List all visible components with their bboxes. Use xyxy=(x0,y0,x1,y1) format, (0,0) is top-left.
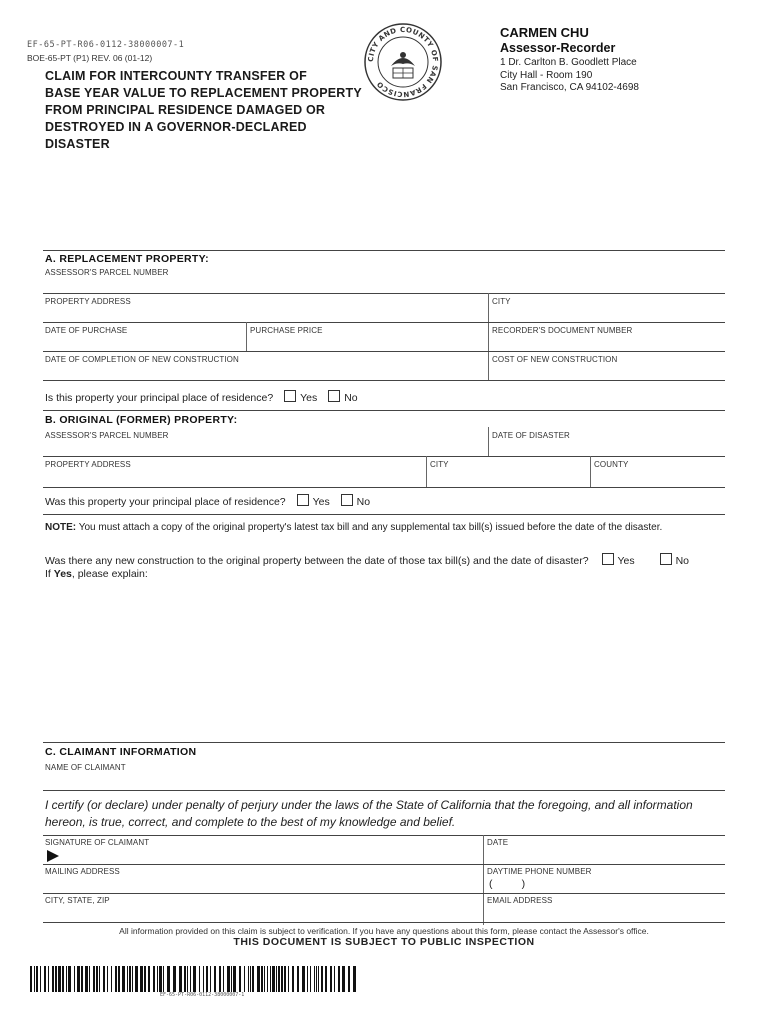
barcode-bar xyxy=(353,966,356,992)
field-rule xyxy=(43,322,725,323)
barcode-bar xyxy=(272,966,275,992)
phone-area-code[interactable]: ( ) xyxy=(489,878,526,890)
field-rule xyxy=(43,487,725,488)
barcode-bar xyxy=(135,966,138,992)
barcode-bar xyxy=(34,966,35,992)
barcode-bar xyxy=(276,966,277,992)
new-construction-question xyxy=(45,553,735,567)
title-line: BASE YEAR VALUE TO REPLACEMENT PROPERTY xyxy=(45,86,362,100)
original-residence-question xyxy=(45,494,370,508)
claimant-name-label: NAME OF CLAIMANT xyxy=(45,763,126,772)
barcode-bar xyxy=(302,966,305,992)
field-rule xyxy=(43,922,725,923)
barcode-bar xyxy=(96,966,98,992)
construction-no-checkbox[interactable] xyxy=(660,553,672,565)
verification-disclaimer: All information provided on this claim is subject to verification. If you have any questions about this form, please contact the Assessor's office. xyxy=(119,926,649,936)
explanation-area[interactable] xyxy=(45,584,725,734)
no-label: No xyxy=(344,392,358,404)
barcode-bar xyxy=(292,966,294,992)
explain-prompt: If Yes, please explain: xyxy=(45,568,148,580)
barcode-bar xyxy=(127,966,128,992)
purchase-price-label: PURCHASE PRICE xyxy=(250,326,323,335)
replacement-address-label: PROPERTY ADDRESS xyxy=(45,297,131,306)
barcode-bar xyxy=(36,966,38,992)
barcode-bar xyxy=(81,966,83,992)
column-divider xyxy=(483,835,484,925)
replacement-city-label: CITY xyxy=(492,297,511,306)
section-c-heading: C. CLAIMANT INFORMATION xyxy=(45,746,197,758)
original-county-label: COUNTY xyxy=(594,460,629,469)
field-rule xyxy=(43,351,725,352)
barcode-bar xyxy=(307,966,308,992)
form-title xyxy=(45,68,362,153)
email-address-label: EMAIL ADDRESS xyxy=(487,896,553,905)
date-of-disaster-label: DATE OF DISASTER xyxy=(492,431,570,440)
barcode-bar xyxy=(288,966,289,992)
barcode-bar xyxy=(115,966,117,992)
barcode-bar xyxy=(66,966,67,992)
title-line: DESTROYED IN A GOVERNOR-DECLARED xyxy=(45,120,307,134)
replacement-yes-checkbox[interactable] xyxy=(284,390,296,402)
barcode-bar xyxy=(338,966,340,992)
original-yes-checkbox[interactable] xyxy=(297,494,309,506)
section-b-heading: B. ORIGINAL (FORMER) PROPERTY: xyxy=(45,414,238,426)
barcode-bar xyxy=(163,966,164,992)
address-line: City Hall - Room 190 xyxy=(500,69,593,81)
barcode-bar xyxy=(252,966,254,992)
column-divider xyxy=(488,427,489,456)
field-rule xyxy=(43,456,725,457)
column-divider xyxy=(488,293,489,380)
barcode-bar xyxy=(297,966,299,992)
barcode-bar xyxy=(40,966,41,992)
barcode-bar xyxy=(129,966,131,992)
column-divider xyxy=(590,456,591,487)
section-b-top-rule xyxy=(43,410,725,411)
no-label: No xyxy=(675,555,690,567)
barcode-bar xyxy=(270,966,271,992)
official-name: CARMEN CHU xyxy=(500,25,589,40)
barcode-bar xyxy=(89,966,90,992)
barcode-bar xyxy=(52,966,54,992)
barcode-bar xyxy=(103,966,105,992)
yes-label: Yes xyxy=(617,555,635,567)
barcode-icon xyxy=(30,966,356,992)
barcode-bar xyxy=(122,966,125,992)
section-a-heading: A. REPLACEMENT PROPERTY: xyxy=(45,253,209,265)
barcode-bar xyxy=(187,966,188,992)
title-line: DISASTER xyxy=(45,137,110,151)
official-title: Assessor-Recorder xyxy=(500,41,616,55)
barcode-bar xyxy=(248,966,249,992)
replacement-no-checkbox[interactable] xyxy=(328,390,340,402)
city-state-zip-label: CITY, STATE, ZIP xyxy=(45,896,110,905)
barcode-bar xyxy=(318,966,319,992)
column-divider xyxy=(246,322,247,351)
replacement-apn-label: ASSESSOR'S PARCEL NUMBER xyxy=(45,268,169,277)
barcode-bar xyxy=(132,966,133,992)
barcode-bar xyxy=(44,966,46,992)
original-apn-label: ASSESSOR'S PARCEL NUMBER xyxy=(45,431,169,440)
city-seal-icon xyxy=(363,22,443,102)
question-text: Was this property your principal place of residence? xyxy=(45,496,286,508)
barcode-bar xyxy=(58,966,61,992)
barcode-bar xyxy=(206,966,208,992)
barcode-bar xyxy=(316,966,317,992)
barcode-bar xyxy=(278,966,280,992)
field-rule xyxy=(43,380,725,381)
barcode-bar xyxy=(330,966,332,992)
barcode-bar xyxy=(257,966,260,992)
barcode-bar xyxy=(233,966,236,992)
barcode-bar xyxy=(77,966,80,992)
completion-date-label: DATE OF COMPLETION OF NEW CONSTRUCTION xyxy=(45,355,239,364)
address-line: San Francisco, CA 94102-4698 xyxy=(500,82,639,93)
form-code: BOE-65-PT (P1) REV. 06 (01-12) xyxy=(27,53,153,63)
barcode-bar xyxy=(264,966,265,992)
title-line: FROM PRINCIPAL RESIDENCE DAMAGED OR xyxy=(45,103,326,117)
barcode-bar xyxy=(93,966,95,992)
barcode-bar xyxy=(144,966,146,992)
field-rule xyxy=(43,293,725,294)
barcode-bar xyxy=(55,966,57,992)
address-line: 1 Dr. Carlton B. Goodlett Place xyxy=(500,57,637,68)
question-text: Was there any new construction to the original property between the date of those tax bill(s) and the date of disaster? xyxy=(45,555,589,567)
barcode-bar xyxy=(325,966,327,992)
barcode-bar xyxy=(342,966,345,992)
field-rule xyxy=(43,514,725,515)
barcode-bar xyxy=(214,966,216,992)
field-rule xyxy=(43,864,725,865)
construction-yes-checkbox[interactable] xyxy=(602,553,614,565)
yes-label: Yes xyxy=(300,392,318,404)
barcode-bar xyxy=(48,966,49,992)
note-text: You must attach a copy of the original property's latest tax bill and any supplemental tax bill(s) issued before the date of the disaster. xyxy=(76,522,663,533)
barcode-bar xyxy=(173,966,176,992)
daytime-phone-label: DAYTIME PHONE NUMBER xyxy=(487,867,592,876)
office-address xyxy=(500,57,639,95)
column-divider xyxy=(426,456,427,487)
barcode-bar xyxy=(153,966,155,992)
barcode-bar xyxy=(223,966,224,992)
barcode-bar xyxy=(159,966,162,992)
barcode-bar xyxy=(190,966,191,992)
field-rule xyxy=(43,893,725,894)
replacement-residence-question xyxy=(45,390,358,404)
barcode-bar xyxy=(244,966,245,992)
barcode-bar xyxy=(239,966,241,992)
recorder-document-label: RECORDER'S DOCUMENT NUMBER xyxy=(492,326,633,335)
section-a-top-rule xyxy=(43,250,725,251)
barcode-bar xyxy=(219,966,221,992)
barcode-bar xyxy=(184,966,186,992)
question-text: Is this property your principal place of residence? xyxy=(45,392,274,404)
original-city-label: CITY xyxy=(430,460,449,469)
barcode-bar xyxy=(107,966,108,992)
barcode-bar xyxy=(68,966,71,992)
barcode-bar xyxy=(261,966,263,992)
barcode-bar xyxy=(140,966,143,992)
barcode-bar xyxy=(314,966,315,992)
field-rule xyxy=(43,835,725,836)
barcode-bar xyxy=(199,966,200,992)
yes-label: Yes xyxy=(312,496,330,508)
barcode-bar xyxy=(157,966,158,992)
document-code: EF-65-PT-R06-0112-38000007-1 xyxy=(27,40,185,50)
barcode-bar xyxy=(310,966,311,992)
barcode-bar xyxy=(111,966,112,992)
barcode-bar xyxy=(227,966,230,992)
barcode-bar xyxy=(231,966,232,992)
mailing-address-label: MAILING ADDRESS xyxy=(45,867,120,876)
construction-cost-label: COST OF NEW CONSTRUCTION xyxy=(492,355,618,364)
barcode-caption: EF-65-PT-R06-0112-38000007-1 xyxy=(160,992,245,998)
barcode-bar xyxy=(321,966,323,992)
barcode-bar xyxy=(334,966,335,992)
barcode-bar xyxy=(267,966,268,992)
signature-label: SIGNATURE OF CLAIMANT xyxy=(45,838,150,847)
barcode-bar xyxy=(281,966,283,992)
barcode-bar xyxy=(193,966,196,992)
barcode-bar xyxy=(148,966,150,992)
date-of-purchase-label: DATE OF PURCHASE xyxy=(45,326,128,335)
title-line: CLAIM FOR INTERCOUNTY TRANSFER OF xyxy=(45,69,307,83)
svg-text:CITY AND COUNTY OF SAN FRANCIS: CITY AND COUNTY OF SAN FRANCISCO xyxy=(366,25,440,99)
certification-statement: I certify (or declare) under penalty of perjury under the laws of the State of California that the foregoing, and all information hereon, is true, correct, and complete to the best of my knowledge and belief. xyxy=(45,798,693,829)
note-label: NOTE: xyxy=(45,522,77,533)
original-address-label: PROPERTY ADDRESS xyxy=(45,460,131,469)
barcode-bar xyxy=(203,966,204,992)
public-inspection-notice: THIS DOCUMENT IS SUBJECT TO PUBLIC INSPECTION xyxy=(233,936,535,948)
section-c-top-rule xyxy=(43,742,725,743)
barcode-bar xyxy=(30,966,32,992)
barcode-bar xyxy=(99,966,100,992)
barcode-bar xyxy=(167,966,170,992)
barcode-bar xyxy=(284,966,286,992)
no-label: No xyxy=(356,496,371,508)
field-rule xyxy=(43,790,725,791)
barcode-bar xyxy=(210,966,211,992)
date-label: DATE xyxy=(487,838,509,847)
barcode-bar xyxy=(85,966,88,992)
barcode-bar xyxy=(348,966,350,992)
barcode-bar xyxy=(118,966,120,992)
barcode-bar xyxy=(74,966,75,992)
original-no-checkbox[interactable] xyxy=(341,494,353,506)
barcode-bar xyxy=(250,966,251,992)
tax-bill-note xyxy=(45,521,725,534)
barcode-bar xyxy=(62,966,64,992)
barcode-bar xyxy=(179,966,182,992)
